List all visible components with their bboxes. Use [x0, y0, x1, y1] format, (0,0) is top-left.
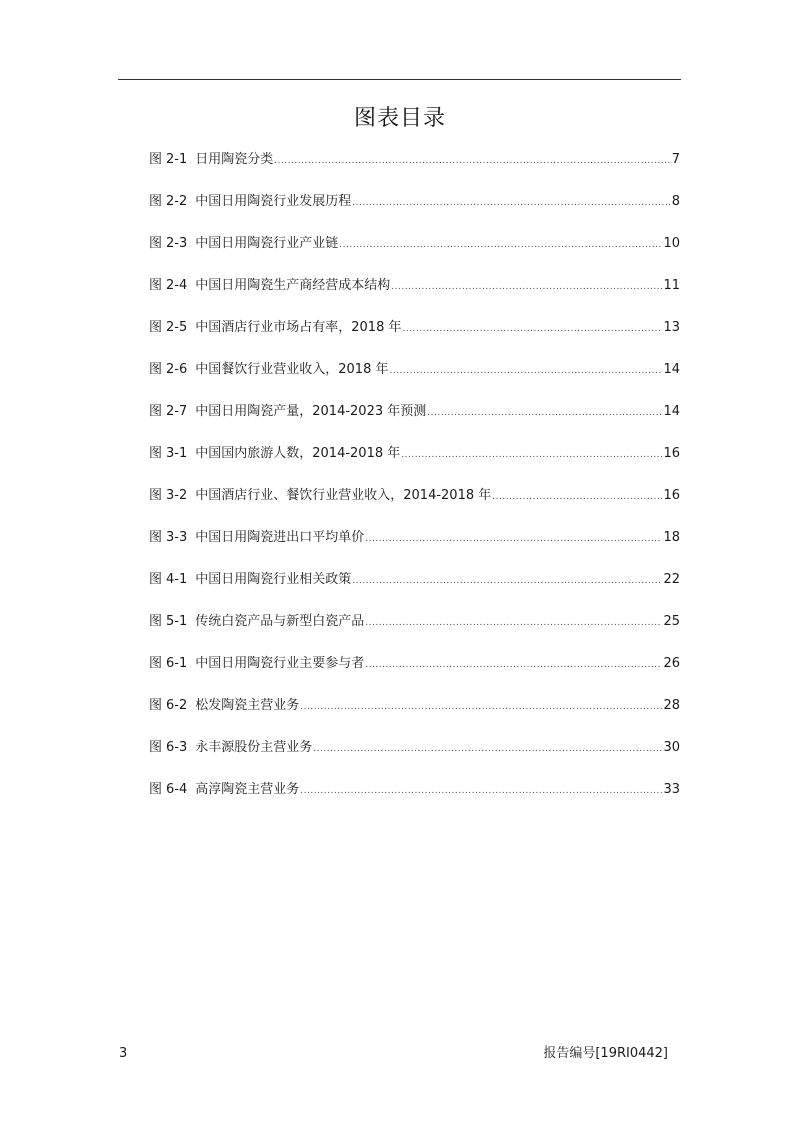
- toc-entry-prefix: 图: [149, 278, 163, 293]
- toc-entry-page: 25: [663, 614, 680, 629]
- dot-leader: [391, 277, 662, 297]
- toc-entry-title: 高淳陶瓷主营业务: [195, 782, 300, 797]
- toc-entry-prefix: 图: [149, 404, 163, 419]
- toc-entry-prefix: 图: [149, 656, 163, 671]
- toc-entry-prefix: 图: [149, 782, 163, 797]
- footer-page-number: 3: [119, 1046, 128, 1061]
- toc-entry[interactable]: [149, 192, 680, 234]
- toc-entry[interactable]: [149, 528, 680, 570]
- dot-leader: [352, 193, 670, 213]
- toc-entry-page: 10: [663, 236, 680, 251]
- toc-entry-prefix: 图: [149, 446, 163, 461]
- toc-entry-title: 中国日用陶瓷进出口平均单价: [195, 530, 365, 545]
- toc-entry-title: 中国日用陶瓷行业相关政策: [195, 572, 352, 587]
- toc-entry-number: 6-1: [166, 656, 188, 671]
- toc-entry-number: 3-1: [166, 446, 188, 461]
- toc-entry-prefix: 图: [149, 614, 163, 629]
- toc-entry-page: 13: [663, 320, 680, 335]
- toc-entry-page: 22: [663, 572, 680, 587]
- toc-entry-page: 33: [663, 782, 680, 797]
- toc-entry-page: 30: [663, 740, 680, 755]
- toc-entry[interactable]: [149, 612, 680, 654]
- toc-entry-label: [149, 612, 364, 632]
- toc-entry-title: 中国酒店行业、餐饮行业营业收入，2014-2018 年: [195, 488, 492, 503]
- toc-entry-number: 2-3: [166, 236, 188, 251]
- toc-entry-prefix: 图: [149, 740, 163, 755]
- toc-entry-label: [149, 276, 390, 296]
- dot-leader: [492, 487, 662, 507]
- toc-entry-prefix: 图: [149, 698, 163, 713]
- toc-entry-number: 6-2: [166, 698, 188, 713]
- toc-entry-label: [149, 360, 388, 380]
- dot-leader: [352, 571, 662, 591]
- toc-entry-number: 2-1: [166, 152, 188, 167]
- toc-entry-label: [149, 528, 364, 548]
- toc-entry-title: 松发陶瓷主营业务: [195, 698, 300, 713]
- toc-entry-title: 中国日用陶瓷行业产业链: [195, 236, 339, 251]
- dot-leader: [274, 151, 670, 171]
- toc-entry-label: [149, 444, 400, 464]
- toc-entry-title: 中国日用陶瓷产量，2014-2023 年预测: [195, 404, 427, 419]
- toc-entry-page: 28: [663, 698, 680, 713]
- toc-entry-page: 7: [671, 152, 680, 167]
- dot-leader: [300, 781, 662, 801]
- toc-entry-number: 6-4: [166, 782, 188, 797]
- toc-entry[interactable]: [149, 360, 680, 402]
- toc-entry[interactable]: [149, 402, 680, 444]
- toc-entry-label: [149, 150, 273, 170]
- dot-leader: [300, 697, 662, 717]
- dot-leader: [402, 319, 662, 339]
- toc-entry-label: [149, 486, 491, 506]
- toc-entry[interactable]: [149, 696, 680, 738]
- toc-entry-title: 中国餐饮行业营业收入，2018 年: [195, 362, 389, 377]
- toc-entry-number: 2-2: [166, 194, 188, 209]
- figure-table-of-contents: [149, 150, 680, 822]
- toc-entry-label: [149, 570, 351, 590]
- toc-entry-label: [149, 654, 364, 674]
- toc-entry-number: 5-1: [166, 614, 188, 629]
- toc-entry-label: [149, 696, 299, 716]
- toc-entry[interactable]: [149, 780, 680, 822]
- toc-entry-number: 3-3: [166, 530, 188, 545]
- toc-entry-number: 2-5: [166, 320, 188, 335]
- dot-leader: [389, 361, 662, 381]
- toc-entry-label: [149, 402, 426, 422]
- dot-leader: [339, 235, 662, 255]
- toc-entry-number: 2-4: [166, 278, 188, 293]
- dot-leader: [365, 655, 662, 675]
- toc-entry[interactable]: [149, 654, 680, 696]
- toc-entry-prefix: 图: [149, 362, 163, 377]
- toc-entry-prefix: 图: [149, 194, 163, 209]
- dot-leader: [313, 739, 662, 759]
- toc-entry-label: [149, 192, 351, 212]
- toc-entry-title: 传统白瓷产品与新型白瓷产品: [195, 614, 365, 629]
- toc-entry-prefix: 图: [149, 530, 163, 545]
- toc-entry-page: 11: [663, 278, 680, 293]
- toc-entry-title: 永丰源股份主营业务: [195, 740, 313, 755]
- toc-entry-prefix: 图: [149, 488, 163, 503]
- toc-entry-title: 日用陶瓷分类: [195, 152, 274, 167]
- toc-entry-page: 26: [663, 656, 680, 671]
- toc-entry[interactable]: [149, 444, 680, 486]
- toc-entry-title: 中国日用陶瓷行业主要参与者: [195, 656, 365, 671]
- toc-entry-number: 2-6: [166, 362, 188, 377]
- toc-entry-prefix: 图: [149, 572, 163, 587]
- toc-entry-page: 8: [671, 194, 680, 209]
- page-title: 图表目录: [353, 106, 446, 131]
- toc-entry-title: 中国日用陶瓷行业发展历程: [195, 194, 352, 209]
- toc-entry-label: [149, 780, 299, 800]
- toc-entry-label: [149, 234, 338, 254]
- toc-entry-title: 中国国内旅游人数，2014-2018 年: [195, 446, 401, 461]
- toc-entry-label: [149, 318, 401, 338]
- toc-entry-label: [149, 738, 312, 758]
- toc-entry-page: 14: [663, 362, 680, 377]
- toc-entry[interactable]: [149, 276, 680, 318]
- toc-entry-number: 6-3: [166, 740, 188, 755]
- toc-entry-number: 2-7: [166, 404, 188, 419]
- dot-leader: [365, 613, 662, 633]
- dot-leader: [401, 445, 662, 465]
- toc-entry-number: 4-1: [166, 572, 188, 587]
- footer-report-id: 报告编号[19RI0442]: [543, 1046, 668, 1061]
- toc-entry-page: 16: [663, 446, 680, 461]
- toc-entry-title: 中国日用陶瓷生产商经营成本结构: [195, 278, 391, 293]
- toc-entry-number: 3-2: [166, 488, 188, 503]
- dot-leader: [427, 403, 662, 423]
- toc-entry-page: 18: [663, 530, 680, 545]
- toc-entry[interactable]: [149, 150, 680, 192]
- toc-entry[interactable]: [149, 738, 680, 780]
- dot-leader: [365, 529, 662, 549]
- toc-entry[interactable]: [149, 318, 680, 360]
- toc-entry-prefix: 图: [149, 320, 163, 335]
- toc-entry-page: 16: [663, 488, 680, 503]
- header-rule: [118, 79, 681, 80]
- toc-entry-prefix: 图: [149, 236, 163, 251]
- toc-entry[interactable]: [149, 570, 680, 612]
- toc-entry[interactable]: [149, 486, 680, 528]
- toc-entry-page: 14: [663, 404, 680, 419]
- toc-entry[interactable]: [149, 234, 680, 276]
- toc-entry-prefix: 图: [149, 152, 163, 167]
- toc-entry-title: 中国酒店行业市场占有率，2018 年: [195, 320, 402, 335]
